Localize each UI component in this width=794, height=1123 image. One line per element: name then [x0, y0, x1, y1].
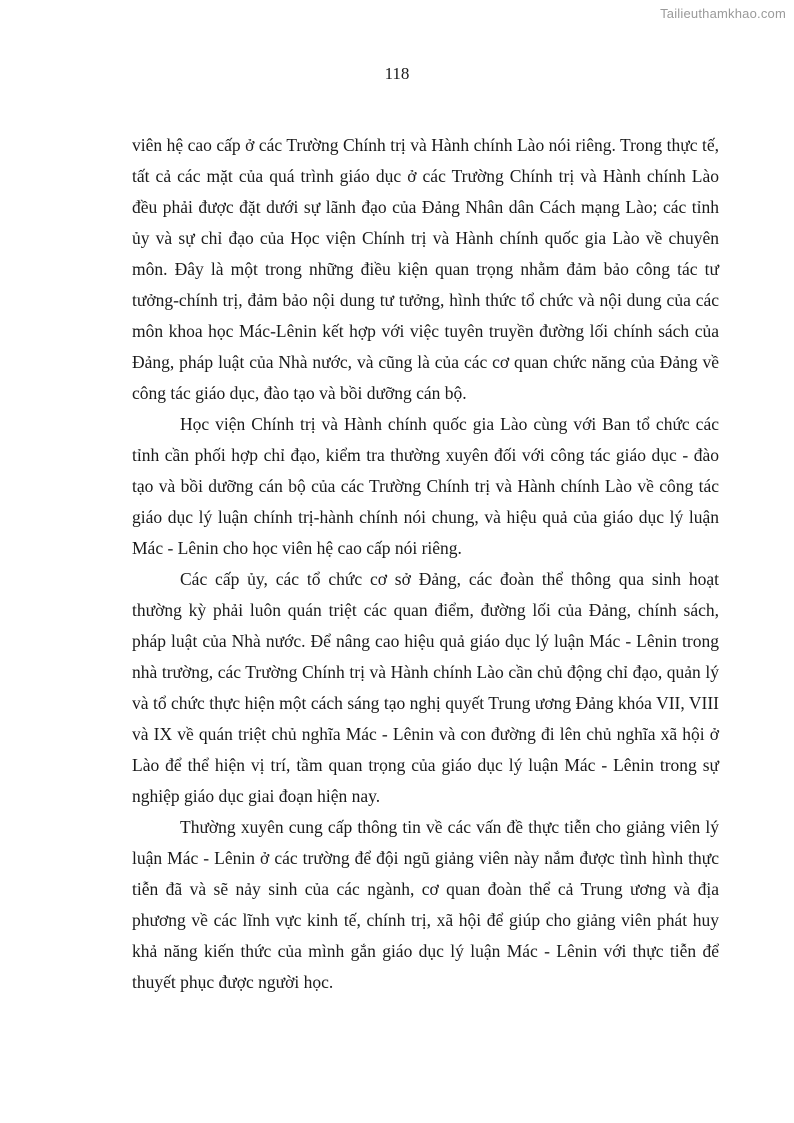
paragraph-3: Các cấp ủy, các tổ chức cơ sở Đảng, các đoàn thể thông qua sinh hoạt thường kỳ phải luôn quán triệt các quan điểm, đường lối của Đảng, chính sách, pháp luật của Nhà nước. Để nâng cao hiệu quả giáo dục lý luận Mác - Lênin trong nhà trường, các Trường Chính trị và Hành chính Lào cần chủ động chỉ đạo, quản lý và tổ chức thực hiện một cách sáng tạo nghị quyết Trung ương Đảng khóa VII, VIII và IX về quán triệt chủ nghĩa Mác - Lênin và con đường đi lên chủ nghĩa xã hội ở Lào để thể hiện vị trí, tầm quan trọng của giáo dục lý luận Mác - Lênin trong sự nghiệp giáo dục giai đoạn hiện nay. [132, 569, 719, 806]
page-number: 118 [384, 64, 410, 83]
watermark-text: Tailieuthamkhao.com [660, 6, 786, 21]
paragraph-2: Học viện Chính trị và Hành chính quốc gia Lào cùng với Ban tổ chức các tỉnh cần phối hợp chỉ đạo, kiểm tra thường xuyên đối với công tác giáo dục - đào tạo và bồi dưỡng cán bộ của các Trường Chính trị và Hành chính Lào về công tác giáo dục lý luận chính trị-hành chính nói chung, và hiệu quả của giáo dục lý luận Mác - Lênin cho học viên hệ cao cấp nói riêng. [132, 414, 719, 558]
paragraph-4: Thường xuyên cung cấp thông tin về các vấn đề thực tiễn cho giảng viên lý luận Mác - Lênin ở các trường để đội ngũ giảng viên này nắm được tình hình thực tiễn đã và sẽ nảy sinh của các ngành, cơ quan đoàn thể cả Trung ương và địa phương về các lĩnh vực kinh tế, chính trị, xã hội để giúp cho giảng viên phát huy khả năng kiến thức của mình gắn giáo dục lý luận Mác - Lênin với thực tiễn để thuyết phục được người học. [132, 817, 719, 992]
paragraph-1: viên hệ cao cấp ở các Trường Chính trị và Hành chính Lào nói riêng. Trong thực tế, tất cả các mặt của quá trình giáo dục ở các Trường Chính trị và Hành chính Lào đều phải được đặt dưới sự lãnh đạo của Đảng Nhân dân Cách mạng Lào; các tỉnh ủy và sự chỉ đạo của Học viện Chính trị và Hành chính quốc gia Lào về chuyên môn. Đây là một trong những điều kiện quan trọng nhằm đảm bảo công tác tư tưởng-chính trị, đảm bảo nội dung tư tưởng, hình thức tổ chức và nội dung của các môn khoa học Mác-Lênin kết hợp với việc tuyên truyền đường lối chính sách của Đảng, pháp luật của Nhà nước, và cũng là của các cơ quan chức năng của Đảng về công tác giáo dục, đào tạo và bồi dưỡng cán bộ. [132, 135, 719, 403]
document-body [132, 130, 719, 998]
